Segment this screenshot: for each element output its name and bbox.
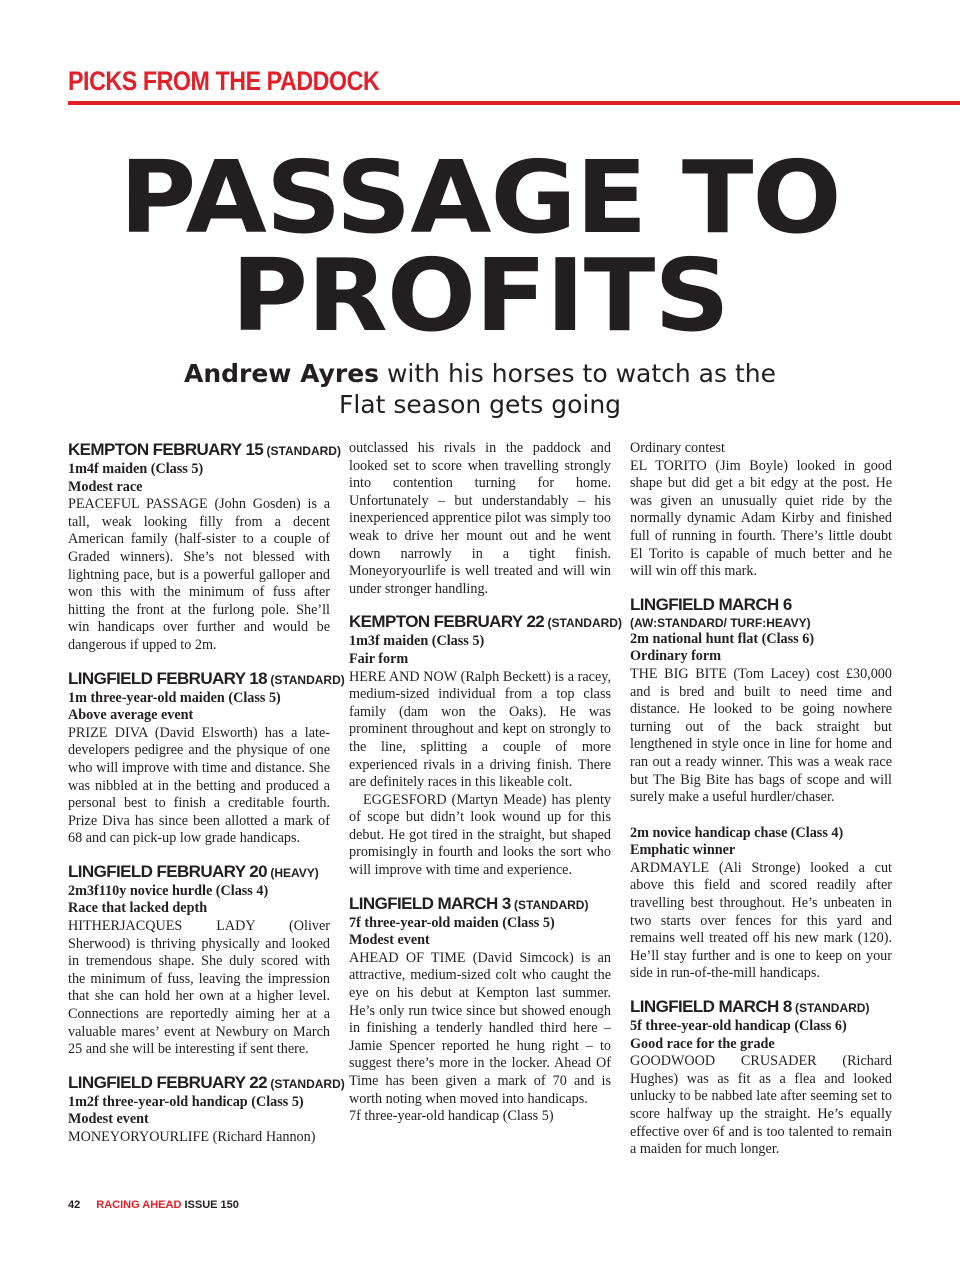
issue-number: ISSUE 150: [181, 1199, 239, 1211]
race-heading-title: LINGFIELD FEBRUARY 22: [68, 1072, 267, 1092]
race-rating: Modest event: [68, 1111, 149, 1128]
race-heading: [68, 668, 345, 690]
standfirst-text: with his horses to watch as the: [379, 359, 776, 388]
race-heading-title: LINGFIELD MARCH 6: [630, 594, 792, 614]
race-heading: [68, 440, 341, 461]
article-column-1: [68, 440, 345, 1147]
race-heading: [349, 612, 622, 633]
race-report: HERE AND NOW (Ralph Beckett) is a racey, medium-sized individual from a top class family (dam won the Oaks). He was prominent throughout and kept on strongly to the line, splitting a couple of more experienced rivals in a driving finish. There are definitely races in this likeable colt.: [349, 668, 611, 791]
section-rule: [68, 101, 960, 105]
race-heading: [68, 862, 330, 883]
race-details: 2m national hunt flat (Class 6): [630, 630, 815, 647]
race-rating: Emphatic winner: [630, 842, 736, 859]
race-rating: Good race for the grade: [630, 1035, 775, 1052]
article-column-2: [349, 440, 622, 1126]
race-report: MONEYORYOURLIFE (Richard Hannon): [68, 1129, 316, 1145]
race-report: AHEAD OF TIME (David Simcock) is an attractive, medium-sized colt who caught the eye on his debut at Kempton last summer. He’s only run twice since but showed enough in finishing a tenderly handled third here – Jamie Spencer reported he hung right – to suggest there’s more in the locker. Ahead Of Time has been given a mark of 70 and is worth noting when moved into handicaps.: [349, 949, 611, 1107]
race-report: THE BIG BITE (Tom Lacey) cost £30,000 and is bred and built to need time and distance. He looked to be going nowhere turning out of the back straight but lengthened in style once in line for home and ran out a ready winner. This was a weak race but The Big Bite has bags of scope and will surely make a useful hurdler/chaser.: [630, 665, 892, 806]
race-heading-title: KEMPTON FEBRUARY 15: [68, 440, 264, 459]
page-number: 42: [68, 1199, 81, 1211]
race-going: (HEAVY): [266, 865, 319, 880]
race-heading-title: LINGFIELD FEBRUARY 20: [68, 861, 267, 881]
headline-line-2: PROFITS: [231, 237, 729, 354]
race-report: PRIZE DIVA (David Elsworth) has a late-developers pedigree and the physique of one who will improve with time and distance. She was nibbled at in the betting and produced a personal best to finish a creditable fourth. Prize Diva has since been allotted a mark of 68 and can pick-up low grade handicaps.: [68, 724, 330, 847]
race-heading-title: LINGFIELD MARCH 8: [630, 997, 792, 1017]
race-details: 2m novice handicap chase (Class 4): [630, 824, 844, 841]
headline-line-1: PASSAGE TO: [119, 139, 841, 256]
standfirst: [100, 358, 860, 420]
race-going: (STANDARD): [544, 616, 622, 631]
race-going: (STANDARD): [510, 897, 589, 912]
race-rating: Fair form: [349, 650, 409, 667]
race-rating: Ordinary contest: [630, 440, 725, 456]
section-header: [68, 66, 960, 106]
article-column-3: [630, 440, 892, 1159]
race-heading: [630, 595, 892, 615]
race-heading-title: KEMPTON FEBRUARY 22: [349, 612, 545, 632]
race-details: 1m2f three-year-old handicap (Class 5): [68, 1093, 304, 1110]
race-going: (STANDARD): [266, 1076, 345, 1091]
race-report: GOODWOOD CRUSADER (Richard Hughes) was as fit as a flea and looked unlucky to be nabbed late after seeming set to score halfway up the straight. He’s equally effective over 6f and is too talented to remain a maiden for much longer.: [630, 1053, 892, 1158]
race-details: 5f three-year-old handicap (Class 6): [630, 1018, 847, 1035]
race-report: HITHERJACQUES LADY (Oliver Sherwood) is thriving physically and looked in tremendous shape. She duly scored with the minimum of fuss, leaving the impression that she can hold her own at a higher level. Connections are reportedly aiming her at a valuable mares’ event at Newbury on March 25 and she will be interesting if sent there.: [68, 918, 330, 1058]
race-going: (STANDARD): [263, 444, 341, 458]
standfirst-text-2: Flat season gets going: [338, 390, 622, 419]
race-going: (AW:STANDARD/ TURF:HEAVY): [630, 615, 811, 630]
race-details: 2m3f110y novice hurdle (Class 4): [68, 882, 269, 899]
race-rating: Above average event: [68, 707, 194, 724]
race-report: PEACEFUL PASSAGE (John Gosden) is a tall, weak looking filly from a decent American family (half-sister to a couple of Graded winners). She’s not blessed with lightning pace, but is a powerful galloper and won this with the minimum of fuss after hitting the front at the furlong pole. She’ll win handicaps over further and would be dangerous if upped to 2m.: [68, 496, 330, 653]
magazine-name: RACING AHEAD: [96, 1199, 182, 1211]
section-label: PICKS FROM THE PADDOCK: [68, 66, 380, 96]
race-rating: Race that lacked depth: [68, 900, 208, 917]
race-heading-title: LINGFIELD FEBRUARY 18: [68, 668, 267, 688]
standfirst-author: Andrew Ayres: [183, 359, 380, 388]
race-going: (STANDARD): [266, 672, 345, 687]
race-heading-title: LINGFIELD MARCH 3: [349, 893, 511, 913]
race-heading: [349, 894, 611, 915]
race-details: 1m3f maiden (Class 5): [349, 633, 485, 650]
race-report: ARDMAYLE (Ali Stronge) looked a cut above this field and scored readily after travelling best throughout. He’s unbeaten in two starts over fences for this yard and remains well treated off his new mark (120). He’ll stay further and is one to keep on your side in run-of-the-mill handicaps.: [630, 859, 892, 982]
page-footer: [68, 1198, 239, 1214]
race-details: 7f three-year-old maiden (Class 5): [349, 914, 555, 931]
spacer: [630, 807, 892, 825]
race-details: 1m three-year-old maiden (Class 5): [68, 689, 281, 706]
race-report-continued: outclassed his rivals in the paddock and looked set to score when travelling strongly into contention turning for home. Unfortunately – but understandably – his inexperienced apprentice pilot was simply too weak to drive her mount out and he went down narrowly in a tight finish. Moneyoryourlife is well treated and will win under stronger handling.: [349, 440, 611, 597]
race-rating: Ordinary form: [630, 648, 722, 665]
race-details: 7f three-year-old handicap (Class 5): [349, 1108, 554, 1125]
race-report: EL TORITO (Jim Boyle) looked in good shape but did get a bit edgy at the post. He was given an unusually quiet ride by the normally dynamic Adam Kirby and finished full of running in fourth. There’s little doubt El Torito is capable of much better and he will win off this mark.: [630, 457, 892, 580]
race-going: (STANDARD): [791, 1001, 870, 1016]
race-rating: Modest event: [349, 932, 430, 949]
race-details: 1m4f maiden (Class 5): [68, 461, 204, 477]
race-heading: [630, 997, 892, 1018]
race-report: EGGESFORD (Martyn Meade) has plenty of scope but didn’t look wound up for this debut. He got tired in the straight, but shaped promisingly in fourth and looks the sort who will improve with time and experience.: [349, 791, 611, 879]
race-heading: [68, 1072, 345, 1094]
race-rating: Modest race: [68, 478, 143, 495]
